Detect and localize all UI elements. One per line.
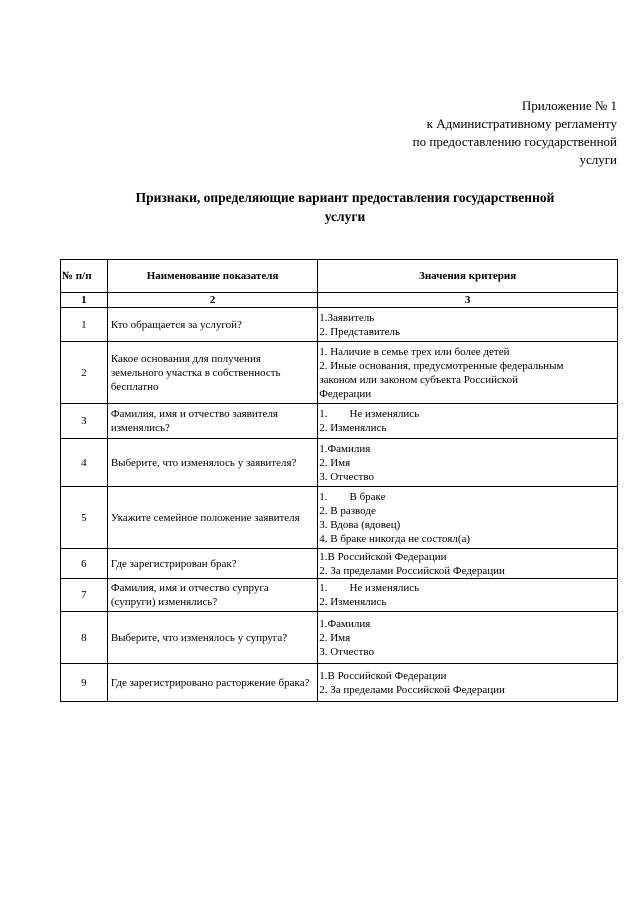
criterion-values bbox=[318, 308, 618, 342]
criterion-value: 4. В браке никогда не состоял(а) bbox=[319, 532, 471, 545]
table-row bbox=[61, 439, 618, 487]
criterion-value: 1. Не изменялись bbox=[319, 582, 420, 594]
title-line: услуги bbox=[324, 209, 366, 224]
indicator-name: Где зарегистрировано расторжение брака? bbox=[107, 664, 317, 702]
criterion-value: 1.В Российской Федерации bbox=[319, 550, 447, 563]
indicator-name: Кто обращается за услугой? bbox=[107, 308, 317, 342]
criterion-value: 2. Представитель bbox=[319, 325, 400, 338]
table-header-row bbox=[61, 260, 618, 293]
row-number: 9 bbox=[61, 664, 108, 702]
criterion-values bbox=[318, 579, 618, 612]
criterion-value: 3. Отчество bbox=[319, 645, 374, 658]
indicator-name: Выберите, что изменялось у заявителя? bbox=[107, 439, 317, 487]
appendix-line: услуги bbox=[579, 152, 617, 167]
indicator-name: Фамилия, имя и отчество заявителя изменялись? bbox=[107, 404, 317, 439]
table-body bbox=[61, 308, 618, 702]
column-number: 2 bbox=[107, 293, 317, 308]
indicator-name: Выберите, что изменялось у супруга? bbox=[107, 612, 317, 664]
criterion-values bbox=[318, 549, 618, 579]
table-row bbox=[61, 487, 618, 549]
criterion-value: 1. В браке bbox=[319, 490, 386, 503]
row-number: 1 bbox=[61, 308, 108, 342]
criterion-value: 3. Вдова (вдовец) bbox=[319, 518, 401, 531]
table-row bbox=[61, 612, 618, 664]
criterion-value: 1.Фамилия bbox=[319, 442, 371, 455]
criterion-values bbox=[318, 404, 618, 439]
table-row bbox=[61, 664, 618, 702]
row-number: 2 bbox=[61, 342, 108, 404]
table-row bbox=[61, 308, 618, 342]
criterion-value: 2. За пределами Российской Федерации bbox=[319, 683, 505, 696]
row-number: 7 bbox=[61, 579, 108, 612]
header-values: Значения критерия bbox=[318, 260, 618, 293]
criterion-value: 1.В Российской Федерации bbox=[319, 669, 447, 682]
table-row bbox=[61, 579, 618, 612]
row-number: 4 bbox=[61, 439, 108, 487]
criterion-values bbox=[318, 664, 618, 702]
criterion-value: 3. Отчество bbox=[319, 470, 374, 483]
row-number: 8 bbox=[61, 612, 108, 664]
criterion-values bbox=[318, 612, 618, 664]
criterion-value: 1. Не изменялись bbox=[319, 408, 420, 420]
criterion-value: 1.Заявитель bbox=[319, 311, 375, 324]
header-indicator: Наименование показателя bbox=[107, 260, 317, 293]
appendix-line: Приложение № 1 bbox=[521, 98, 617, 113]
criterion-value: 2. Изменялись bbox=[319, 596, 387, 608]
criterion-values bbox=[318, 439, 618, 487]
column-number: 3 bbox=[318, 293, 618, 308]
indicator-name: Фамилия, имя и отчество супруга (супруги) изменялись? bbox=[107, 579, 317, 612]
criterion-value: законом или законом субъекта Российской bbox=[319, 373, 519, 386]
header-number: № п/п bbox=[61, 260, 108, 293]
criterion-value: 2. Имя bbox=[319, 631, 351, 644]
appendix-line: к Административному регламенту bbox=[426, 116, 617, 131]
criterion-value: 2. В разводе bbox=[319, 504, 376, 517]
row-number: 3 bbox=[61, 404, 108, 439]
indicator-name: Укажите семейное положение заявителя bbox=[107, 487, 317, 549]
title-line: Признаки, определяющие вариант предоставления государственной bbox=[135, 190, 555, 205]
criterion-values bbox=[318, 487, 618, 549]
table-row bbox=[61, 549, 618, 579]
appendix-block bbox=[337, 97, 617, 169]
criterion-value: 2. Иные основания, предусмотренные федеральным bbox=[319, 359, 564, 372]
criterion-value: 1.Фамилия bbox=[319, 617, 371, 630]
indicator-name: Где зарегистрирован брак? bbox=[107, 549, 317, 579]
criterion-value: 2. Изменялись bbox=[319, 422, 387, 434]
column-number: 1 bbox=[61, 293, 108, 308]
column-number-row bbox=[61, 293, 618, 308]
criterion-value: Федерации bbox=[319, 387, 372, 400]
criterion-values bbox=[318, 342, 618, 404]
document-title bbox=[90, 188, 600, 226]
row-number: 5 bbox=[61, 487, 108, 549]
criterion-value: 2. Имя bbox=[319, 456, 351, 469]
criteria-table bbox=[60, 259, 618, 702]
indicator-name: Какое основания для получения земельного участка в собственность бесплатно bbox=[107, 342, 317, 404]
criterion-value: 2. За пределами Российской Федерации bbox=[319, 564, 505, 577]
table-row bbox=[61, 342, 618, 404]
appendix-line: по предоставлению государственной bbox=[412, 134, 617, 149]
row-number: 6 bbox=[61, 549, 108, 579]
table-row bbox=[61, 404, 618, 439]
criterion-value: 1. Наличие в семье трех или более детей bbox=[319, 345, 510, 358]
